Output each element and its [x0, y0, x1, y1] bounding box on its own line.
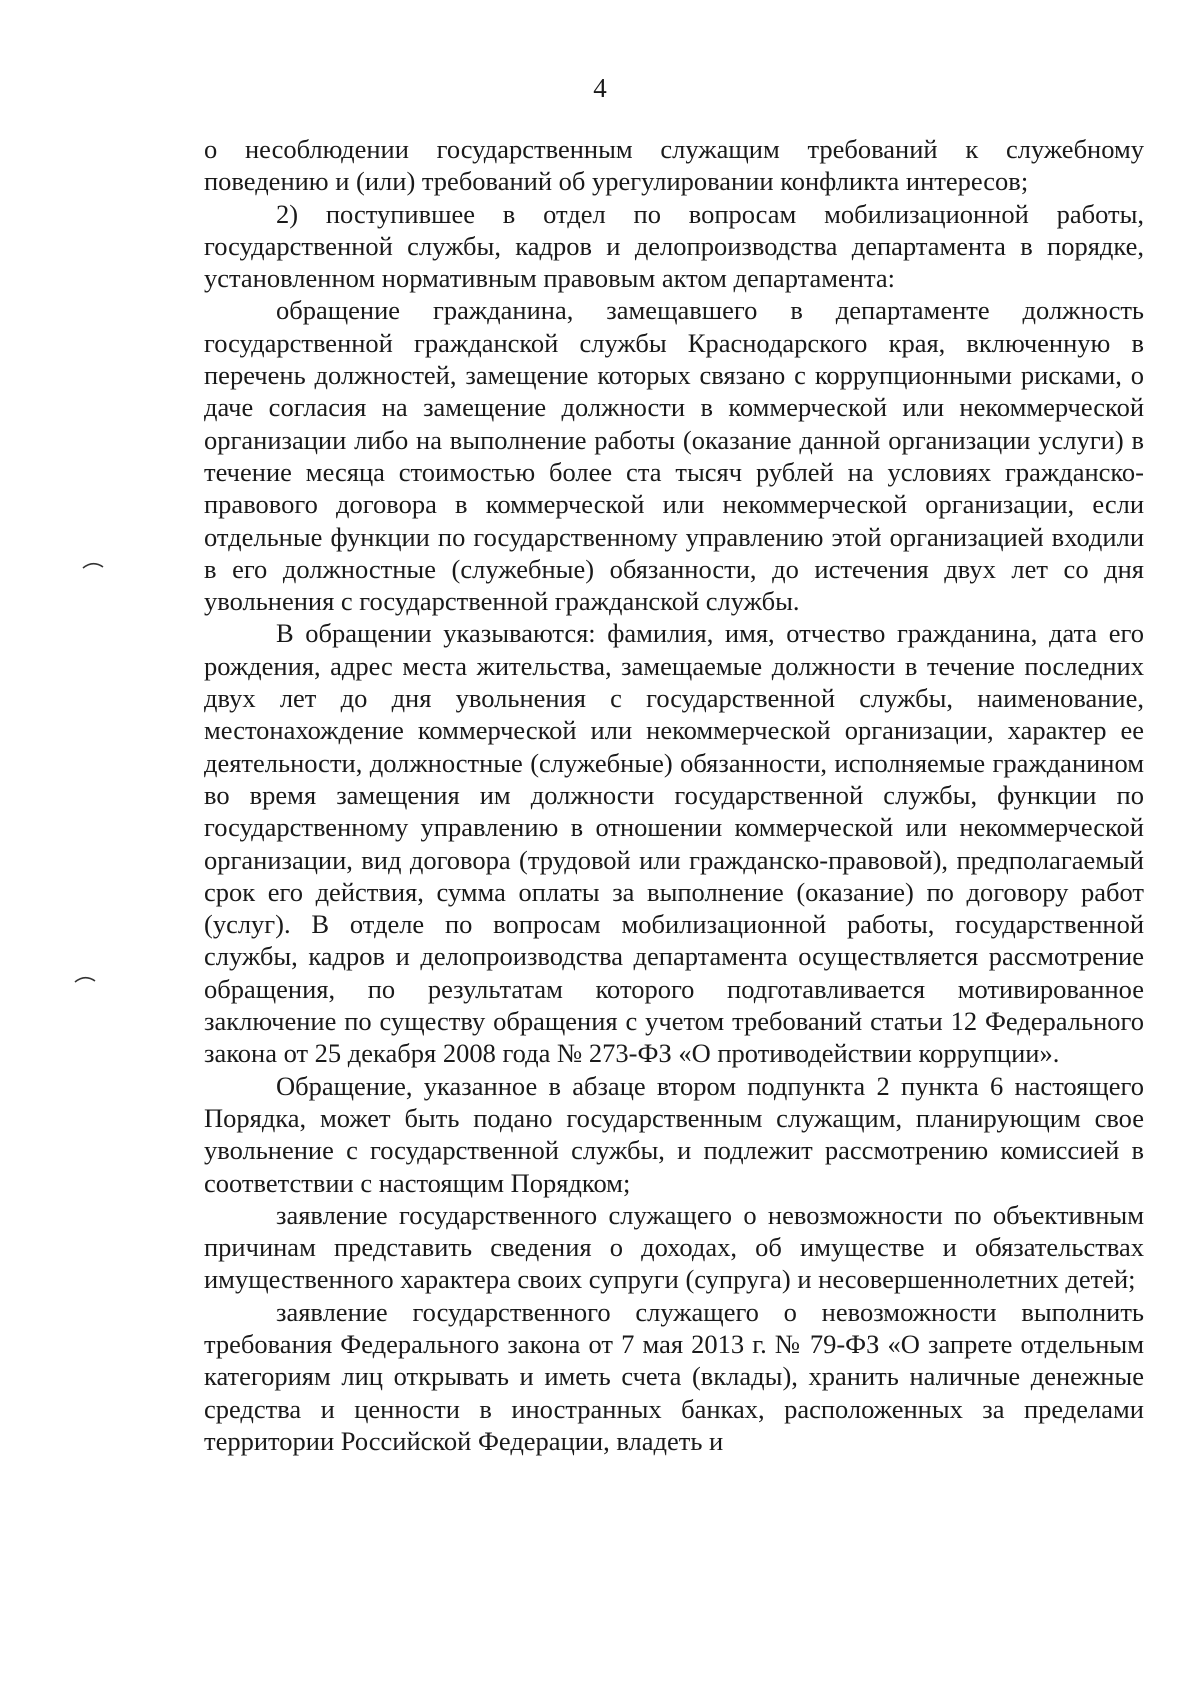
paragraph: 2) поступившее в отдел по вопросам мобилизационной работы, государственной службы, кадров и делопроизводства департамента в порядке, установленном нормативным правовым актом департамента: [204, 198, 1144, 294]
paragraph: обращение гражданина, замещавшего в департаменте должность государственной гражданской службы Краснодарского края, включенную в перечень должностей, замещение которых связано с коррупционными рисками, о даче согласия на замещение должности в коммерческой или некоммерческой организации либо на выполнение работы (оказание данной организации услуги) в течение месяца стоимостью более ста тысяч рублей на условиях гражданско-правового договора в коммерческой или некоммерческой организации, если отдельные функции по государственному управлению этой организацией входили в его должностные (служебные) обязанности, до истечения двух лет со дня увольнения с государственной гражданской службы. [204, 295, 1144, 617]
paragraph: заявление государственного служащего о невозможности выполнить требования Федерального закона от 7 мая 2013 г. № 79-ФЗ «О запрете отдельным категориям лиц открывать и иметь счета (вклады), хранить наличные денежные средства и ценности в иностранных банках, расположенных за пределами территории Российской Федерации, владеть и [204, 1296, 1144, 1456]
paragraph: заявление государственного служащего о невозможности по объективным причинам представить сведения о доходах, об имуществе и обязательствах имущественного характера своих супруги (супруга) и несовершеннолетних детей; [204, 1199, 1144, 1295]
document-body [204, 133, 1144, 1457]
page-number: 4 [593, 73, 607, 103]
margin-punch-mark [82, 560, 104, 570]
paragraph: о несоблюдении государственным служащим требований к служебному поведению и (или) требований об урегулировании конфликта интересов; [204, 134, 1144, 197]
paragraph: Обращение, указанное в абзаце втором подпункта 2 пункта 6 настоящего Порядка, может быть подано государственным служащим, планирующим свое увольнение с государственной службы, и подлежит рассмотрению комиссией в соответствии с настоящим Порядком; [204, 1070, 1144, 1198]
paragraph: В обращении указываются: фамилия, имя, отчество гражданина, дата его рождения, адрес места жительства, замещаемые должности в течение последних двух лет до дня увольнения с государственной службы, наименование, местонахождение коммерческой или некоммерческой организации, характер ее деятельности, должностные (служебные) обязанности, исполняемые гражданином во время замещения им должности государственной службы, функции по государственному управлению в отношении коммерческой или некоммерческой организации, вид договора (трудовой или гражданско-правовой), предполагаемый срок его действия, сумма оплаты за выполнение (оказание) по договору работ (услуг). В отделе по вопросам мобилизационной работы, государственной службы, кадров и делопроизводства департамента осуществляется рассмотрение обращения, по результатам которого подготавливается мотивированное заключение по существу обращения с учетом требований статьи 12 Федерального закона от 25 декабря 2008 года № 273-ФЗ «О противодействии коррупции». [204, 618, 1144, 1069]
margin-punch-mark [74, 974, 96, 984]
